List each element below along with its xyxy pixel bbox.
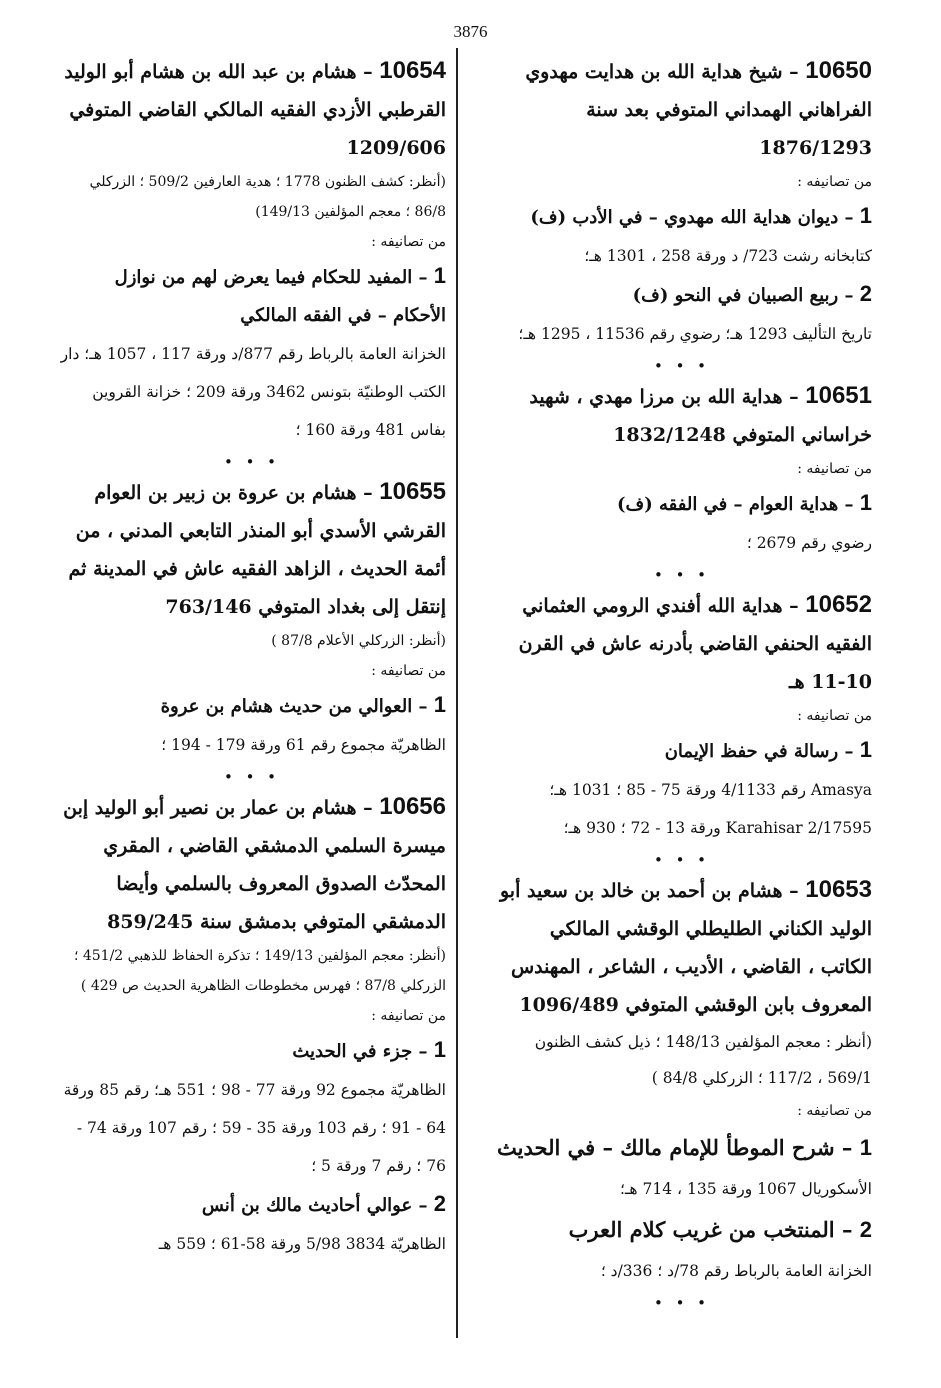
page-number: 3876 [453,22,488,41]
entry-author: – هشام بن عروة بن زبير بن العوام القرشي الأسدي أبو المنذر التابعي المدني ، من أئمة الحديث ، الزاهد الفقيه عاش في المدينة ثم إنتقل إلى بغداد المتوفي 763/146 [68,482,446,618]
works-label: من تصانيفه : [797,1103,872,1119]
work-name: – المنتخب من غريب كلام العرب [568,1217,860,1242]
entry-10650 [492,52,872,353]
works-label: من تصانيفه : [371,234,446,250]
work-name: – شرح الموطأ للإمام مالك – في الحديث [497,1135,860,1160]
entry-heading [58,473,446,626]
entry-author: – هشام بن عبد الله بن هشام أبو الوليد القرطبي الأزدي الفقيه المالكي القاضي المتوفي 1209/606 [64,61,446,159]
entry-heading [58,52,446,167]
entry-number: 10656 [379,793,446,820]
work-name: – عوالي أحاديث مالك بن أنس [201,1195,434,1216]
work-name: – ربيع الصبيان في النحو (ف) [632,285,860,306]
entry-author: – هشام بن أحمد بن خالد بن سعيد أبو الوليد الكناني الطليطلي الوقشي المالكي الكاتب ، القاضي ، الأديب ، الشاعر ، المهندس المعروف بابن الوقشي المتوفي 1096/489 [499,880,872,1016]
entry-references: (أنظر: معجم المؤلفين 149/13 ؛ تذكرة الحفاظ للذهبي 451/2 ؛ الزركلي 87/8 ؛ فهرس مخطوطات الظاهرية الحديث ص 429 ) [73,948,446,994]
entry-10655 [58,473,446,764]
works-label: من تصانيفه : [797,174,872,190]
entry-10654 [58,52,446,449]
entry-number: 10655 [379,478,446,505]
entry-number: 10654 [379,57,446,84]
entry-heading [492,586,872,701]
entry-author: – شيخ هداية الله بن هدايت مهدوي الفراهاني الهمداني المتوفي بعد سنة 1876/1293 [525,61,872,159]
work-title [58,1185,446,1225]
work-name: – هداية العوام – في الفقه (ف) [617,494,860,515]
works-label: من تصانيفه : [797,461,872,477]
work-title [492,1126,872,1170]
work-holdings: الأسكوريال 1067 ورقة 135 ، 714 هـ؛ [619,1180,872,1198]
works-label: من تصانيفه : [371,1008,446,1024]
entry-separator: • • • [223,768,281,786]
entry-number: 10652 [805,591,872,618]
work-title [492,197,872,237]
entry-heading [492,52,872,167]
work-title [492,484,872,524]
work-holdings: الخزانة العامة بالرباط رقم 78/د ؛ 336/د ؛ [600,1262,872,1280]
entry-separator: • • • [653,566,711,584]
entry-number: 10653 [805,876,872,903]
entry-separator: • • • [653,1294,711,1312]
work-number: 1 [859,490,872,515]
entry-author: – هداية الله أفندي الرومي العثماني الفقيه الحنفي القاضي بأدرنه عاش في القرن 10-11 هـ [518,595,872,693]
work-holdings: Amasya رقم 4/1133 ورقة 75 - 85 ؛ 1031 هـ؛ Karahisar 2/17595 ورقة 13 - 72 ؛ 930 هـ؛ [549,781,872,837]
entry-author: – هشام بن عمار بن نصير أبو الوليد إبن ميسرة السلمي الدمشقي القاضي ، المقري المحدّث الصدوق المعروف بالسلمي وأيضا الدمشقي المتوفي بدمشق سنة 859/245 [63,797,446,933]
work-holdings: الظاهريّة مجموع 92 ورقة 77 - 98 ؛ 551 هـ؛ رقم 85 ورقة 64 - 91 ؛ رقم 103 ورقة 35 - 59 ؛ رقم 107 ورقة 74 - 76 ؛ رقم 7 ورقة 5 ؛ [63,1081,446,1175]
entry-separator: • • • [653,357,711,375]
work-title [492,731,872,771]
work-number: 2 [859,281,872,306]
works-label: من تصانيفه : [797,708,872,724]
work-holdings: الظاهريّة مجموع رقم 61 ورقة 179 - 194 ؛ [161,736,446,754]
work-number: 1 [433,1037,446,1062]
work-holdings: الظاهريّة 3834 5/98 ورقة 58-61 ؛ 559 هـ [158,1235,446,1253]
column-divider [456,48,458,1338]
work-title [58,257,446,335]
entry-references: (أنظر : معجم المؤلفين 148/13 ؛ ذيل كشف الظنون 569/1 ، 117/2 ؛ الزركلي 84/8 ) [534,1033,872,1087]
entry-number: 10651 [805,382,872,409]
entry-heading [492,871,872,1024]
entry-references: (أنظر: الزركلي الأعلام 87/8 ) [271,633,446,649]
works-label: من تصانيفه : [371,663,446,679]
work-number: 1 [859,737,872,762]
work-name: – رسالة في حفظ الإيمان [664,741,860,762]
work-number: 1 [859,203,872,228]
work-holdings: كتابخانه رشت 723/ د ورقة 258 ، 1301 هـ؛ [584,247,872,265]
entry-heading [58,788,446,941]
work-title [492,1208,872,1252]
work-holdings: تاريخ التأليف 1293 هـ؛ رضوي رقم 11536 ، 1295 هـ؛ [518,325,872,343]
work-name: – العوالي من حديث هشام بن عروة [160,696,434,717]
work-title [492,275,872,315]
entry-separator: • • • [653,851,711,869]
work-title [58,686,446,726]
work-holdings: الخزانة العامة بالرباط رقم 877/د ورقة 117 ، 1057 هـ؛ دار الكتب الوطنيّة بتونس 3462 ورقة 209 ؛ خزانة القروين بفاس 481 ورقة 160 ؛ [60,345,446,439]
entry-references: (أنظر: كشف الظنون 1778 ؛ هدية العارفين 509/2 ؛ الزركلي 86/8 ؛ معجم المؤلفين 149/13) [89,174,446,220]
work-name: – المفيد للحكام فيما يعرض لهم من نوازل الأحكام – في الفقه المالكي [114,267,446,326]
entry-10653 [492,871,872,1290]
entry-10656 [58,788,446,1263]
work-name: – جزء في الحديث [292,1041,434,1062]
work-number: 2 [859,1217,872,1242]
work-holdings: رضوي رقم 2679 ؛ [746,534,872,552]
work-title [58,1031,446,1071]
entry-heading [492,377,872,454]
left-column [58,52,446,1271]
entry-separator: • • • [223,453,281,471]
work-number: 2 [433,1191,446,1216]
entry-number: 10650 [805,57,872,84]
entry-10651 [492,377,872,562]
entry-10652 [492,586,872,847]
right-column [492,52,872,1314]
work-number: 1 [433,263,446,288]
work-number: 1 [859,1135,872,1160]
entry-author: – هداية الله بن مرزا مهدي ، شهيد خراساني المتوفي 1832/1248 [529,386,872,446]
work-name: – ديوان هداية الله مهدوي – في الأدب (ف) [530,207,860,228]
work-number: 1 [433,692,446,717]
